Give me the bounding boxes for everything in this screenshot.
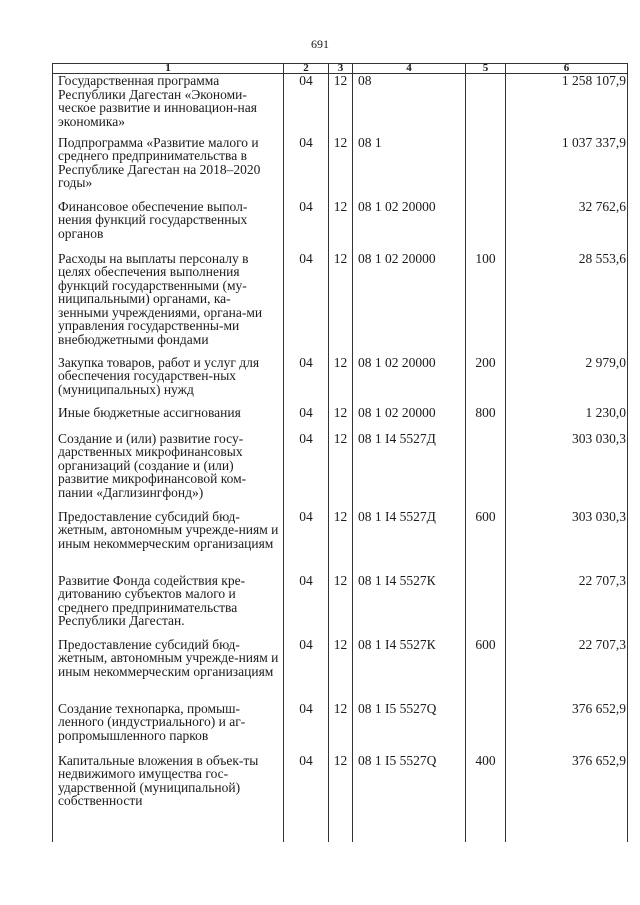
expense-type-code: 100 [466,252,506,356]
expense-type-code: 800 [466,406,506,432]
section-code: 04 [284,74,329,136]
target-article-code: 08 [353,74,466,136]
expense-type-code [466,432,506,510]
amount: 303 030,3 [506,510,628,574]
expense-type-code [466,200,506,252]
expense-type-code: 600 [466,638,506,702]
target-article-code: 08 1 02 20000 [353,356,466,406]
amount: 1 037 337,9 [506,136,628,200]
expense-type-code [466,136,506,200]
expense-type-code: 600 [466,510,506,574]
subsection-code: 12 [329,574,353,638]
subsection-code: 12 [329,252,353,356]
section-code: 04 [284,356,329,406]
subsection-code: 12 [329,356,353,406]
item-name: Предоставление субсидий бюд-жетным, автономным учрежде-ниям и иным некоммерческим организациям [53,510,284,574]
target-article-code: 08 1 [353,136,466,200]
item-name: Капитальные вложения в объек-ты недвижимого имущества гос-ударственной (муниципальной) собственности [53,754,284,843]
amount: 2 979,0 [506,356,628,406]
budget-table [52,63,628,842]
amount: 22 707,3 [506,574,628,638]
amount: 376 652,9 [506,754,628,843]
amount: 22 707,3 [506,638,628,702]
expense-type-code [466,702,506,754]
target-article-code: 08 1 I5 5527Q [353,754,466,843]
item-name: Предоставление субсидий бюд-жетным, автономным учрежде-ниям и иным некоммерческим организациям [53,638,284,702]
page-number: 691 [311,37,329,51]
target-article-code: 08 1 02 20000 [353,406,466,432]
subsection-code: 12 [329,702,353,754]
target-article-code: 08 1 I4 5527К [353,574,466,638]
expense-type-code [466,74,506,136]
item-name: Создание и (или) развитие госу-дарственных микрофинансовых организаций (создание и (или) развитие микрофинансовой ком-пании «Даглизингфонд») [53,432,284,510]
item-name: Закупка товаров, работ и услуг для обеспечения государствен-ных (муниципальных) нужд [53,356,284,406]
subsection-code: 12 [329,406,353,432]
section-code: 04 [284,574,329,638]
amount: 376 652,9 [506,702,628,754]
target-article-code: 08 1 I4 5527Д [353,432,466,510]
section-code: 04 [284,432,329,510]
table-row [53,574,628,638]
section-code: 04 [284,638,329,702]
table-row [53,136,628,200]
section-code: 04 [284,702,329,754]
item-name: Иные бюджетные ассигнования [53,406,284,432]
table-row [53,432,628,510]
column-header: 4 [353,64,466,74]
table-row [53,754,628,843]
item-name: Государственная программа Республики Дагестан «Экономи-ческое развитие и инновацион-ная экономика» [53,74,284,136]
subsection-code: 12 [329,200,353,252]
table-row [53,200,628,252]
subsection-code: 12 [329,754,353,843]
subsection-code: 12 [329,136,353,200]
target-article-code: 08 1 I4 5527Д [353,510,466,574]
amount: 32 762,6 [506,200,628,252]
subsection-code: 12 [329,638,353,702]
item-name: Создание технопарка, промыш-ленного (индустриального) и аг-ропромышленного парков [53,702,284,754]
table-row [53,406,628,432]
target-article-code: 08 1 02 20000 [353,252,466,356]
table-row [53,510,628,574]
column-header: 3 [329,64,353,74]
column-header: 1 [53,64,284,74]
section-code: 04 [284,252,329,356]
amount: 303 030,3 [506,432,628,510]
item-name: Финансовое обеспечение выпол-нения функций государственных органов [53,200,284,252]
table-row [53,356,628,406]
column-header: 5 [466,64,506,74]
expense-type-code: 200 [466,356,506,406]
amount: 28 553,6 [506,252,628,356]
item-name: Развитие Фонда содействия кре-дитованию субъектов малого и среднего предпринимательства Республики Дагестан. [53,574,284,638]
column-header: 2 [284,64,329,74]
subsection-code: 12 [329,74,353,136]
section-code: 04 [284,136,329,200]
column-header: 6 [506,64,628,74]
target-article-code: 08 1 I4 5527К [353,638,466,702]
table-row [53,74,628,136]
section-code: 04 [284,406,329,432]
section-code: 04 [284,200,329,252]
table-row [53,702,628,754]
table-row [53,638,628,702]
amount: 1 230,0 [506,406,628,432]
expense-type-code [466,574,506,638]
expense-type-code: 400 [466,754,506,843]
target-article-code: 08 1 02 20000 [353,200,466,252]
target-article-code: 08 1 I5 5527Q [353,702,466,754]
item-name: Расходы на выплаты персоналу в целях обеспечения выполнения функций государственными (му-ниципальными) органами, ка-зенными учреждениями, органа-ми управления государственны-ми внебюджетными фондами [53,252,284,356]
section-code: 04 [284,510,329,574]
item-name: Подпрограмма «Развитие малого и среднего предпринимательства в Республике Дагестан на 2018–2020 годы» [53,136,284,200]
subsection-code: 12 [329,432,353,510]
subsection-code: 12 [329,510,353,574]
table-row [53,252,628,356]
section-code: 04 [284,754,329,843]
table-header-row [53,64,628,74]
amount: 1 258 107,9 [506,74,628,136]
